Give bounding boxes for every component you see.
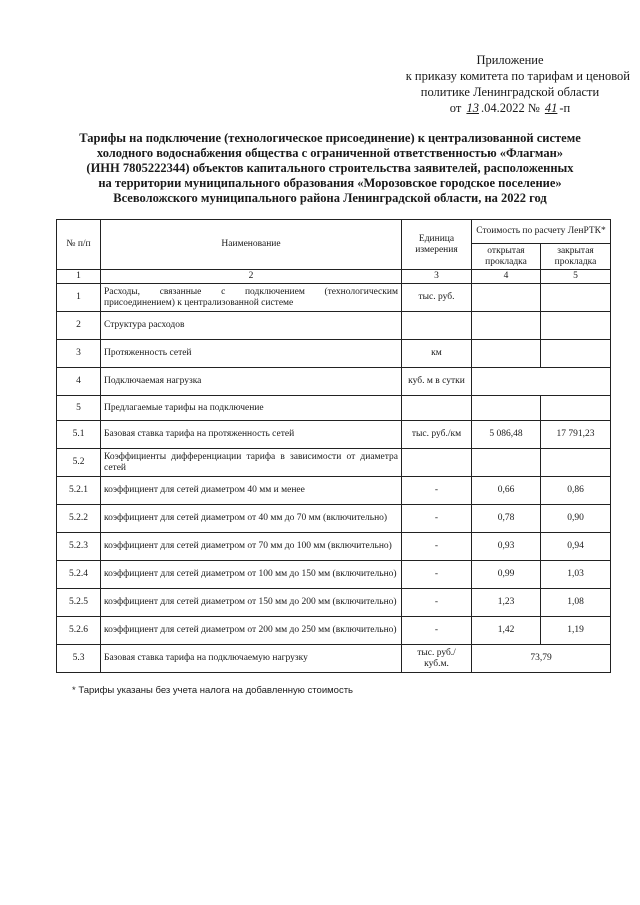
row-open	[472, 340, 541, 368]
colnum-2: 2	[101, 270, 402, 284]
row-num: 5	[57, 396, 101, 421]
row-unit: -	[402, 505, 472, 533]
row-unit: тыс. руб.	[402, 284, 472, 312]
row-merged-value	[472, 368, 611, 396]
row-closed	[541, 312, 611, 340]
row-num: 4	[57, 368, 101, 396]
table-row	[57, 421, 611, 449]
header-unit: Единица измерения	[402, 220, 472, 270]
row-name: Предлагаемые тарифы на подключение	[101, 396, 402, 421]
row-unit: -	[402, 561, 472, 589]
row-unit	[402, 396, 472, 421]
row-open	[472, 449, 541, 477]
row-unit: км	[402, 340, 472, 368]
appendix-block	[330, 52, 630, 116]
table-row	[57, 340, 611, 368]
table-row	[57, 645, 611, 673]
header-name: Наименование	[101, 220, 402, 270]
header-cost: Стоимость по расчету ЛенРТК*	[472, 220, 611, 244]
row-closed: 0,90	[541, 505, 611, 533]
row-num: 5.3	[57, 645, 101, 673]
row-name: Базовая ставка тарифа на протяженность сетей	[101, 421, 402, 449]
row-name: коэффициент для сетей диаметром от 150 мм до 200 мм (включительно)	[101, 589, 402, 617]
table-row	[57, 449, 611, 477]
colnum-4: 4	[472, 270, 541, 284]
date-day: 13	[466, 101, 479, 115]
row-name: коэффициент для сетей диаметром от 200 мм до 250 мм (включительно)	[101, 617, 402, 645]
title-line-5: Всеволожского муниципального района Ленинградской области, на 2022 год	[113, 191, 547, 205]
appendix-line-1: Приложение	[476, 53, 544, 67]
table-row	[57, 477, 611, 505]
row-num: 5.1	[57, 421, 101, 449]
title-line-3: (ИНН 7805222344) объектов капитального строительства заявителей, расположенных	[86, 161, 574, 175]
date-rest: .04.2022 №	[480, 101, 540, 115]
appendix-date-line	[330, 100, 630, 116]
header-open: открытая прокладка	[472, 244, 541, 270]
row-name: Структура расходов	[101, 312, 402, 340]
colnum-1: 1	[57, 270, 101, 284]
row-name: Базовая ставка тарифа на подключаемую нагрузку	[101, 645, 402, 673]
tariff-table	[56, 219, 611, 673]
table-row	[57, 561, 611, 589]
row-open	[472, 284, 541, 312]
appendix-line-3: политике Ленинградской области	[420, 85, 600, 99]
row-merged-value: 73,79	[472, 645, 611, 673]
header-closed: закрытая прокладка	[541, 244, 611, 270]
table-row	[57, 368, 611, 396]
row-name: Коэффициенты дифференциации тарифа в зависимости от диаметра сетей	[101, 449, 402, 477]
row-unit: куб. м в сутки	[402, 368, 472, 396]
row-open: 0,78	[472, 505, 541, 533]
row-name: коэффициент для сетей диаметром 40 мм и менее	[101, 477, 402, 505]
header-num: № п/п	[57, 220, 101, 270]
row-closed	[541, 284, 611, 312]
row-name: коэффициент для сетей диаметром от 100 мм до 150 мм (включительно)	[101, 561, 402, 589]
row-open: 0,66	[472, 477, 541, 505]
title-line-4: на территории муниципального образования «Морозовское городское поселение»	[98, 176, 562, 190]
row-closed: 1,08	[541, 589, 611, 617]
footnote: * Тарифы указаны без учета налога на добавленную стоимость	[72, 685, 354, 696]
row-unit: тыс. руб./куб.м.	[402, 645, 472, 673]
row-unit	[402, 312, 472, 340]
row-open: 1,23	[472, 589, 541, 617]
row-open: 5 086,48	[472, 421, 541, 449]
row-closed	[541, 340, 611, 368]
row-name: Расходы, связанные с подключением (технологическим присоединением) к централизованной системе	[101, 284, 402, 312]
row-num: 5.2.2	[57, 505, 101, 533]
order-suffix: -п	[559, 101, 571, 115]
row-num: 2	[57, 312, 101, 340]
row-name: Подключаемая нагрузка	[101, 368, 402, 396]
row-closed: 1,03	[541, 561, 611, 589]
row-num: 5.2.5	[57, 589, 101, 617]
order-number: 41	[544, 101, 558, 115]
row-num: 5.2.6	[57, 617, 101, 645]
row-num: 5.2.1	[57, 477, 101, 505]
appendix-line-2: к приказу комитета по тарифам и ценовой	[405, 69, 630, 83]
row-unit: -	[402, 617, 472, 645]
row-num: 5.2.4	[57, 561, 101, 589]
table-row	[57, 312, 611, 340]
table-row	[57, 589, 611, 617]
row-open: 0,93	[472, 533, 541, 561]
row-closed	[541, 449, 611, 477]
row-closed: 1,19	[541, 617, 611, 645]
row-open: 0,99	[472, 561, 541, 589]
row-name: коэффициент для сетей диаметром от 70 мм до 100 мм (включительно)	[101, 533, 402, 561]
table-row	[57, 284, 611, 312]
title-line-2: холодного водоснабжения общества с ограниченной ответственностью «Флагман»	[96, 146, 564, 160]
row-unit: тыс. руб./км	[402, 421, 472, 449]
row-name: Протяженность сетей	[101, 340, 402, 368]
row-unit	[402, 449, 472, 477]
row-closed	[541, 396, 611, 421]
row-name: коэффициент для сетей диаметром от 40 мм до 70 мм (включительно)	[101, 505, 402, 533]
table-row	[57, 617, 611, 645]
row-num: 3	[57, 340, 101, 368]
colnum-5: 5	[541, 270, 611, 284]
row-num: 1	[57, 284, 101, 312]
row-unit: -	[402, 477, 472, 505]
row-unit: -	[402, 533, 472, 561]
row-open: 1,42	[472, 617, 541, 645]
document-title	[60, 131, 600, 206]
row-closed: 17 791,23	[541, 421, 611, 449]
table-row	[57, 505, 611, 533]
table-row	[57, 396, 611, 421]
row-open	[472, 312, 541, 340]
date-prefix: от	[449, 101, 462, 115]
row-num: 5.2.3	[57, 533, 101, 561]
row-closed: 0,94	[541, 533, 611, 561]
row-closed: 0,86	[541, 477, 611, 505]
column-numbers-row	[57, 270, 611, 284]
row-unit: -	[402, 589, 472, 617]
table-row	[57, 533, 611, 561]
row-num: 5.2	[57, 449, 101, 477]
title-line-1: Тарифы на подключение (технологическое присоединение) к централизованной системе	[79, 131, 581, 145]
colnum-3: 3	[402, 270, 472, 284]
row-open	[472, 396, 541, 421]
